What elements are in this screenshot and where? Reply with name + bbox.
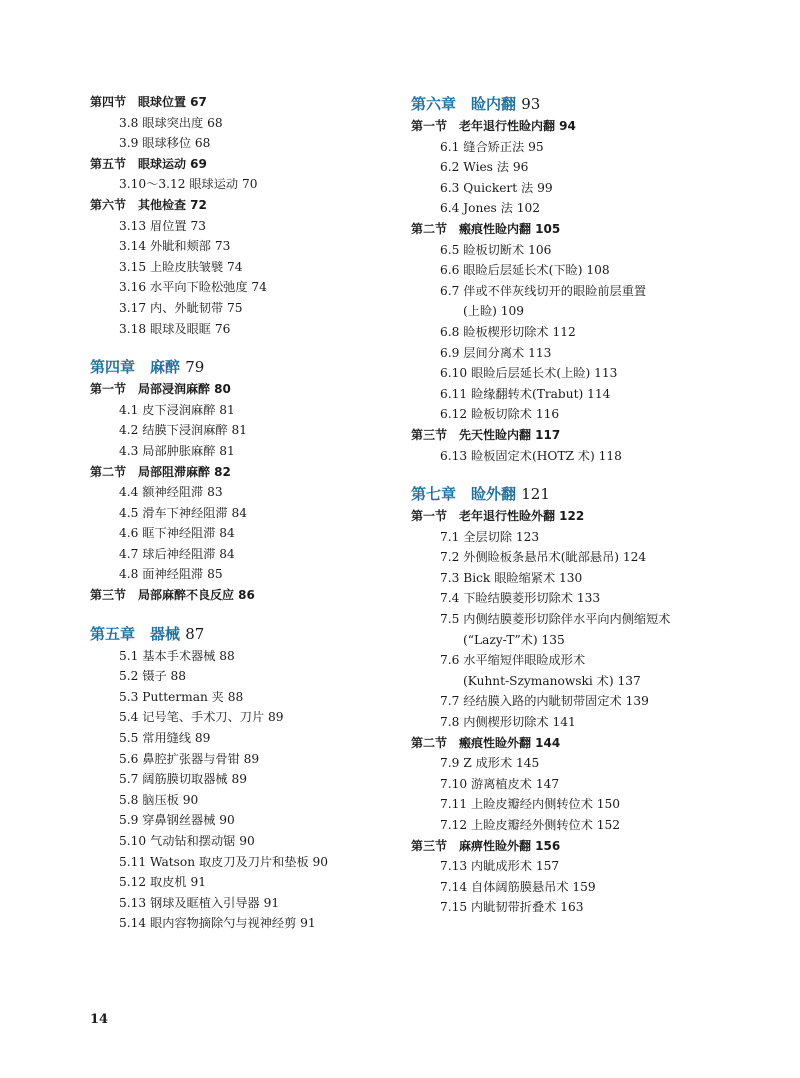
toc-item[interactable]: 4.8 面神经阻滞 85	[119, 567, 223, 582]
toc-item[interactable]: 5.11 Watson 取皮刀及刀片和垫板 90	[119, 854, 329, 869]
toc-item[interactable]: 4.1 皮下浸润麻醉 81	[119, 402, 235, 417]
toc-item[interactable]: 7.15 内眦韧带折叠术 163	[440, 900, 584, 915]
toc-item[interactable]: 7.14 自体阔筋膜悬吊术 159	[440, 879, 596, 894]
chapter-page: 121	[521, 485, 550, 504]
toc-item[interactable]: 5.5 常用缝线 89	[119, 731, 211, 746]
toc-item[interactable]: 7.11 上睑皮瓣经内侧转位术 150	[440, 797, 621, 812]
toc-section[interactable]: 第二节 局部阻滞麻醉 82	[90, 464, 231, 479]
toc-item[interactable]: 3.8 眼球突出度 68	[119, 115, 223, 130]
toc-section[interactable]: 第三节 局部麻醉不良反应 86	[90, 588, 255, 603]
toc-item[interactable]: 6.8 睑板楔形切除术 112	[440, 324, 576, 339]
toc-item[interactable]: 7.10 游离植皮术 147	[440, 776, 560, 791]
toc-item[interactable]: 7.8 内侧楔形切除术 141	[440, 715, 576, 730]
toc-item[interactable]: 5.3 Putterman 夹 88	[119, 689, 244, 704]
chapter-title: 第六章 睑内翻	[411, 95, 517, 113]
toc-item[interactable]: 6.12 睑板切除术 116	[440, 407, 560, 422]
toc-item[interactable]: 3.13 眉位置 73	[119, 218, 206, 233]
toc-item-continuation[interactable]: (Kuhnt-Szymanowski 术) 137	[463, 673, 641, 688]
toc-section[interactable]: 第五节 眼球运动 69	[90, 156, 207, 171]
toc-item[interactable]: 6.9 层间分离术 113	[440, 345, 552, 360]
page-number: 14	[90, 1012, 109, 1027]
toc-item[interactable]: 7.6 水平缩短伴眼睑成形术	[440, 653, 586, 668]
toc-item[interactable]: 7.7 经结膜入路的内眦韧带固定术 139	[440, 694, 649, 709]
toc-chapter[interactable]	[411, 92, 741, 116]
toc-item[interactable]: 5.4 记号笔、手术刀、刀片 89	[119, 710, 284, 725]
toc-left-column	[90, 92, 390, 934]
chapter-page: 79	[185, 358, 205, 377]
chapter-title: 第五章 器械	[90, 624, 181, 643]
toc-section[interactable]: 第一节 局部浸润麻醉 80	[90, 382, 231, 397]
toc-item[interactable]: 5.14 眼内容物摘除勺与视神经剪 91	[119, 916, 316, 931]
toc-section[interactable]: 第三节 麻痹性睑外翻 156	[411, 838, 561, 853]
toc-section[interactable]: 第二节 瘢痕性睑外翻 144	[411, 735, 561, 750]
toc-item[interactable]: 5.6 鼻腔扩张器与骨钳 89	[119, 751, 260, 766]
toc-item[interactable]: 3.18 眼球及眼眶 76	[119, 321, 231, 336]
toc-item[interactable]: 7.2 外侧睑板条悬吊术(眦部悬吊) 124	[440, 550, 647, 565]
toc-item[interactable]: 6.11 睑缘翻转术(Trabut) 114	[440, 386, 611, 401]
toc-item[interactable]: 6.10 眼睑后层延长术(上睑) 113	[440, 366, 618, 381]
toc-item[interactable]: 3.15 上睑皮肤皱襞 74	[119, 259, 243, 274]
toc-item[interactable]: 6.1 缝合矫正法 95	[440, 139, 544, 154]
toc-chapter[interactable]	[411, 482, 741, 506]
toc-item[interactable]: 7.9 Z 成形术 145	[440, 756, 540, 771]
toc-section[interactable]: 第三节 先天性睑内翻 117	[411, 427, 561, 442]
toc-item[interactable]: 4.5 滑车下神经阻滞 84	[119, 505, 247, 520]
toc-item[interactable]: 5.12 取皮机 91	[119, 875, 206, 890]
toc-item[interactable]: 6.5 睑板切断术 106	[440, 242, 552, 257]
toc-item[interactable]: 3.9 眼球移位 68	[119, 136, 211, 151]
toc-chapter[interactable]	[90, 622, 390, 646]
chapter-title: 第四章 麻醉	[90, 358, 181, 377]
toc-item[interactable]: 6.2 Wies 法 96	[440, 160, 529, 175]
toc-item[interactable]: 5.9 穿鼻钢丝器械 90	[119, 813, 235, 828]
toc-item[interactable]: 6.6 眼睑后层延长术(下睑) 108	[440, 263, 610, 278]
toc-item[interactable]: 5.1 基本手术器械 88	[119, 648, 235, 663]
toc-item[interactable]: 5.2 镊子 88	[119, 669, 187, 684]
toc-item[interactable]: 3.16 水平向下睑松弛度 74	[119, 280, 267, 295]
toc-section[interactable]: 第二节 瘢痕性睑内翻 105	[411, 221, 561, 236]
toc-item[interactable]: 4.4 额神经阻滞 83	[119, 485, 223, 500]
toc-item[interactable]: 5.8 脑压板 90	[119, 792, 199, 807]
toc-item[interactable]: 5.13 钢球及眶植入引导器 91	[119, 895, 280, 910]
toc-item[interactable]: 4.6 眶下神经阻滞 84	[119, 526, 235, 541]
toc-item[interactable]: 4.2 结膜下浸润麻醉 81	[119, 423, 247, 438]
toc-item[interactable]: 3.17 内、外眦韧带 75	[119, 300, 243, 315]
toc-item[interactable]: 7.12 上睑皮瓣经外侧转位术 152	[440, 818, 621, 832]
chapter-title: 第七章 睑外翻	[411, 485, 517, 504]
toc-section[interactable]: 第四节 眼球位置 67	[90, 95, 207, 109]
chapter-page: 87	[185, 624, 205, 643]
toc-section[interactable]: 第六节 其他检查 72	[90, 197, 207, 212]
toc-item[interactable]: 6.3 Quickert 法 99	[440, 180, 553, 195]
toc-item[interactable]: 3.10～3.12 眼球运动 70	[119, 177, 258, 192]
toc-item[interactable]: 6.13 睑板固定术(HOTZ 术) 118	[440, 448, 622, 463]
toc-right-column	[411, 92, 741, 918]
toc-item[interactable]: 5.10 气动钻和摆动锯 90	[119, 834, 255, 848]
toc-item-continuation[interactable]: (“Lazy-T”术) 135	[463, 632, 565, 647]
toc-item[interactable]: 7.1 全层切除 123	[440, 529, 540, 544]
toc-item[interactable]: 6.4 Jones 法 102	[440, 201, 540, 216]
toc-item[interactable]: 4.7 球后神经阻滞 84	[119, 546, 235, 561]
toc-item[interactable]: 7.13 内眦成形术 157	[440, 859, 560, 874]
toc-section[interactable]: 第一节 老年退行性睑内翻 94	[411, 119, 576, 133]
toc-chapter[interactable]	[90, 355, 390, 379]
toc-section[interactable]: 第一节 老年退行性睑外翻 122	[411, 509, 585, 524]
toc-item[interactable]: 4.3 局部肿胀麻醉 81	[119, 443, 235, 458]
toc-item-continuation[interactable]: (上睑) 109	[463, 304, 525, 319]
toc-item[interactable]: 7.3 Bick 眼睑缩紧术 130	[440, 570, 583, 585]
toc-item[interactable]: 7.4 下睑结膜菱形切除术 133	[440, 591, 601, 606]
toc-item[interactable]: 3.14 外眦和颊部 73	[119, 239, 231, 254]
toc-item[interactable]: 5.7 阔筋膜切取器械 89	[119, 772, 247, 787]
toc-item[interactable]: 7.5 内侧结膜菱形切除伴水平向内侧缩短术	[440, 612, 671, 627]
chapter-page: 93	[521, 95, 541, 113]
toc-item[interactable]: 6.7 伴或不伴灰线切开的眼睑前层重置	[440, 283, 647, 298]
